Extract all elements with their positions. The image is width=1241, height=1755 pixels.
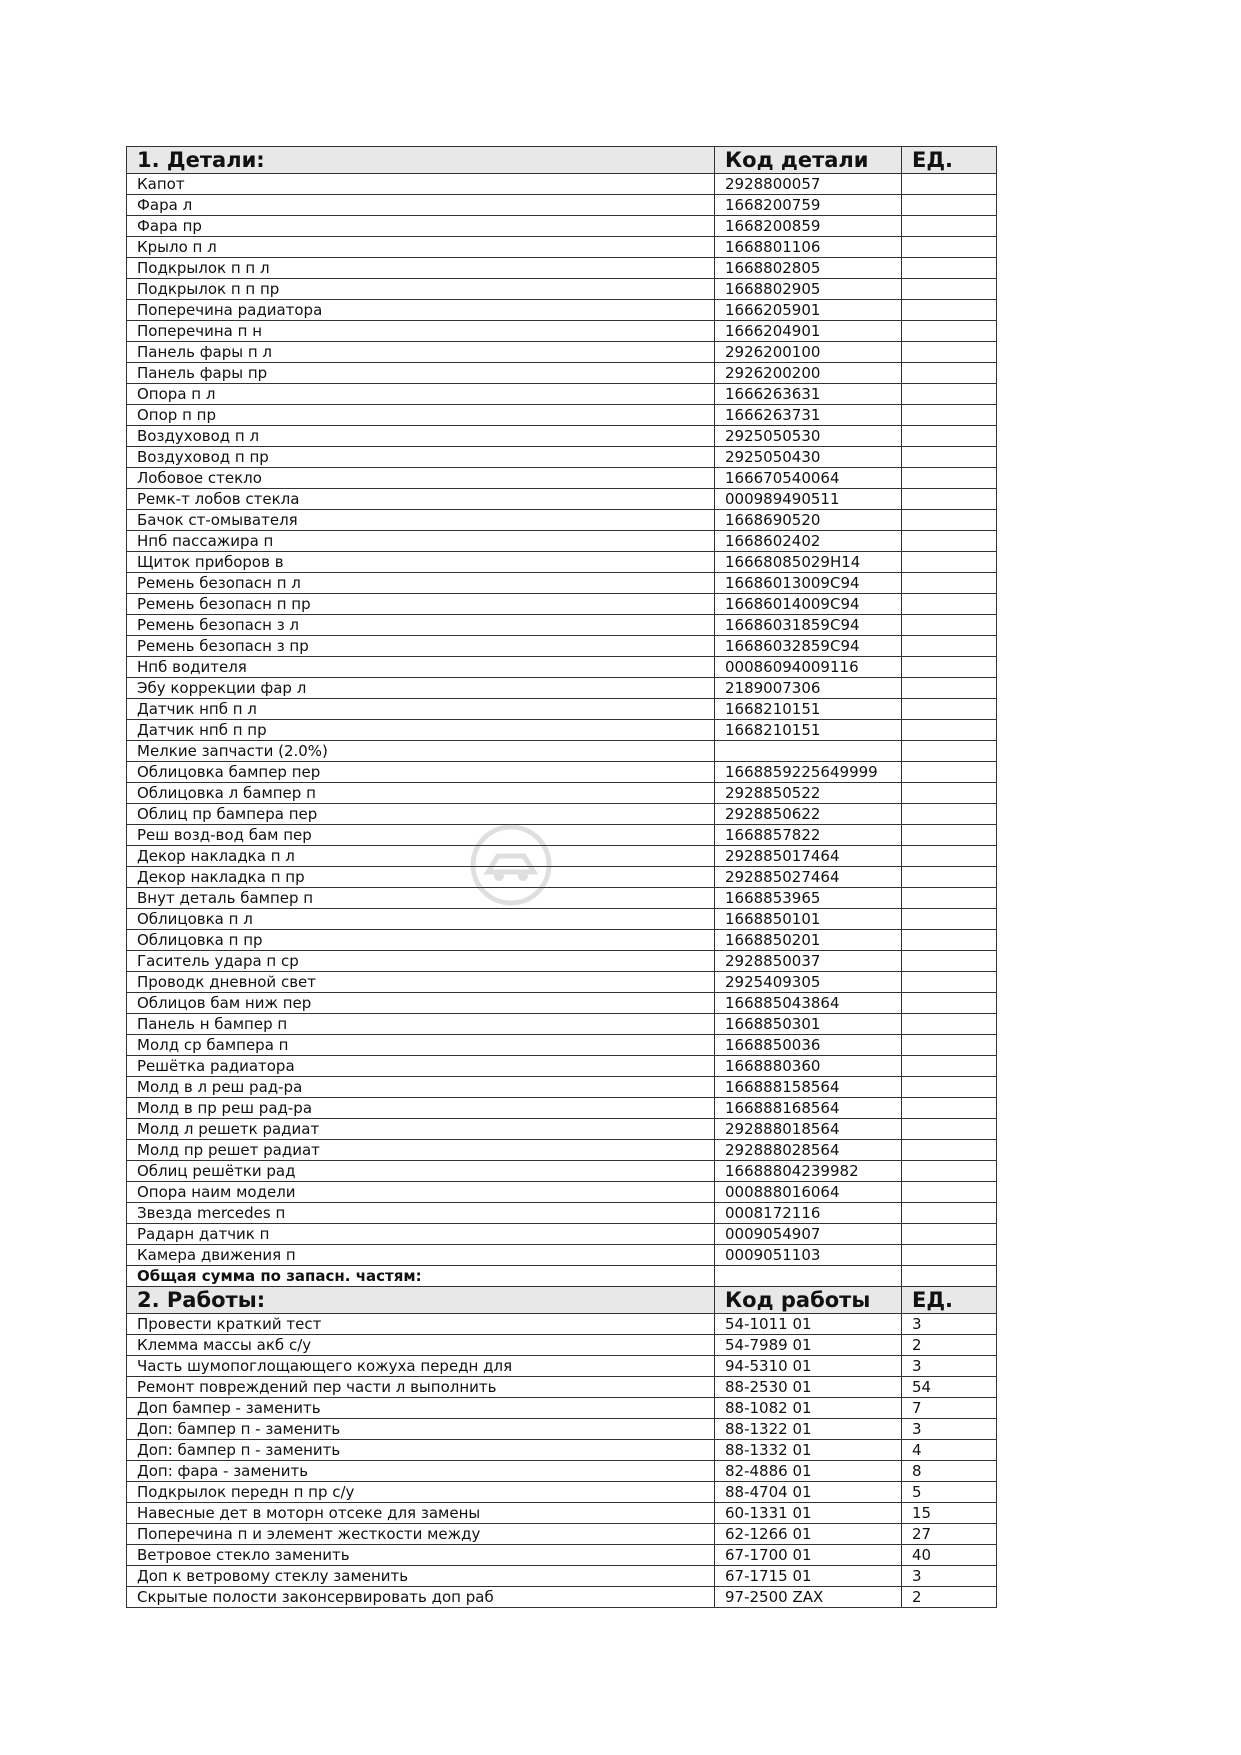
works-row — [127, 1398, 997, 1419]
part-unit — [902, 321, 997, 342]
part-name: Молд в пр реш рад-ра — [127, 1098, 715, 1119]
part-unit — [902, 930, 997, 951]
part-unit — [902, 804, 997, 825]
part-unit — [902, 636, 997, 657]
parts-row — [127, 741, 997, 762]
part-code: 1668200759 — [715, 195, 902, 216]
parts-row — [127, 552, 997, 573]
work-name: Часть шумопоглощающего кожуха передн для — [127, 1356, 715, 1377]
part-unit — [902, 531, 997, 552]
work-unit: 2 — [902, 1587, 997, 1608]
part-code: 000888016064 — [715, 1182, 902, 1203]
work-name: Ветровое стекло заменить — [127, 1545, 715, 1566]
part-code: 1668210151 — [715, 720, 902, 741]
parts-row — [127, 174, 997, 195]
part-unit — [902, 552, 997, 573]
part-code: 166885043864 — [715, 993, 902, 1014]
works-row — [127, 1419, 997, 1440]
part-unit — [902, 615, 997, 636]
part-code: 1666204901 — [715, 321, 902, 342]
part-unit — [902, 825, 997, 846]
parts-row — [127, 1245, 997, 1266]
part-code: 2925050530 — [715, 426, 902, 447]
part-unit — [902, 909, 997, 930]
works-row — [127, 1503, 997, 1524]
parts-row — [127, 636, 997, 657]
parts-row — [127, 1098, 997, 1119]
part-code: 166888168564 — [715, 1098, 902, 1119]
part-name: Молд в л реш рад-ра — [127, 1077, 715, 1098]
part-code: 1668850301 — [715, 1014, 902, 1035]
part-code: 1668602402 — [715, 531, 902, 552]
parts-row — [127, 972, 997, 993]
parts-row — [127, 615, 997, 636]
part-code: 1668802805 — [715, 258, 902, 279]
parts-row — [127, 993, 997, 1014]
part-name: Подкрылок п п пр — [127, 279, 715, 300]
work-code: 62-1266 01 — [715, 1524, 902, 1545]
part-name: Декор накладка п л — [127, 846, 715, 867]
part-code: 1668210151 — [715, 699, 902, 720]
parts-row — [127, 426, 997, 447]
part-code: 16686031859C94 — [715, 615, 902, 636]
part-code: 2926200100 — [715, 342, 902, 363]
work-code: 67-1700 01 — [715, 1545, 902, 1566]
works-code-header: Код работы — [715, 1287, 902, 1314]
part-name: Радарн датчик п — [127, 1224, 715, 1245]
part-unit — [902, 1140, 997, 1161]
part-unit — [902, 1203, 997, 1224]
parts-row — [127, 951, 997, 972]
part-name: Бачок ст-омывателя — [127, 510, 715, 531]
work-name: Доп к ветровому стеклу заменить — [127, 1566, 715, 1587]
part-unit — [902, 489, 997, 510]
parts-row — [127, 804, 997, 825]
part-name: Нпб пассажира п — [127, 531, 715, 552]
part-name: Поперечина п н — [127, 321, 715, 342]
part-name: Крыло п л — [127, 237, 715, 258]
works-row — [127, 1524, 997, 1545]
work-unit: 54 — [902, 1377, 997, 1398]
part-code: 1668801106 — [715, 237, 902, 258]
part-unit — [902, 741, 997, 762]
work-unit: 2 — [902, 1335, 997, 1356]
work-code: 60-1331 01 — [715, 1503, 902, 1524]
part-code: 2189007306 — [715, 678, 902, 699]
work-code: 67-1715 01 — [715, 1566, 902, 1587]
works-row — [127, 1482, 997, 1503]
parts-row — [127, 1182, 997, 1203]
work-name: Клемма массы акб с/у — [127, 1335, 715, 1356]
part-name: Опор п пр — [127, 405, 715, 426]
part-name: Облицовка п пр — [127, 930, 715, 951]
part-name: Молд ср бампера п — [127, 1035, 715, 1056]
parts-row — [127, 1224, 997, 1245]
part-unit — [902, 258, 997, 279]
parts-row — [127, 573, 997, 594]
part-unit — [902, 195, 997, 216]
part-code: 0008172116 — [715, 1203, 902, 1224]
part-name: Капот — [127, 174, 715, 195]
work-name: Доп: бампер п - заменить — [127, 1419, 715, 1440]
works-row — [127, 1440, 997, 1461]
parts-section-header — [127, 147, 997, 174]
part-name: Реш возд-вод бам пер — [127, 825, 715, 846]
work-code: 88-2530 01 — [715, 1377, 902, 1398]
part-unit — [902, 1077, 997, 1098]
part-name: Облицов бам ниж пер — [127, 993, 715, 1014]
part-name: Панель фары пр — [127, 363, 715, 384]
parts-row — [127, 447, 997, 468]
part-unit — [902, 468, 997, 489]
parts-row — [127, 867, 997, 888]
parts-total-code — [715, 1266, 902, 1287]
parts-total-row — [127, 1266, 997, 1287]
work-name: Доп: фара - заменить — [127, 1461, 715, 1482]
part-code: 1668880360 — [715, 1056, 902, 1077]
part-code: 2925409305 — [715, 972, 902, 993]
part-code: 2928850622 — [715, 804, 902, 825]
part-name: Ремень безопасн з л — [127, 615, 715, 636]
part-unit — [902, 510, 997, 531]
part-code: 2928850522 — [715, 783, 902, 804]
parts-row — [127, 657, 997, 678]
parts-unit-header: ЕД. — [902, 147, 997, 174]
part-name: Фара л — [127, 195, 715, 216]
part-unit — [902, 1014, 997, 1035]
work-unit: 15 — [902, 1503, 997, 1524]
parts-total-label: Общая сумма по запасн. частям: — [127, 1266, 715, 1287]
parts-row — [127, 1161, 997, 1182]
parts-row — [127, 888, 997, 909]
works-row — [127, 1377, 997, 1398]
part-unit — [902, 1119, 997, 1140]
parts-row — [127, 909, 997, 930]
part-unit — [902, 216, 997, 237]
work-code: 88-1332 01 — [715, 1440, 902, 1461]
parts-row — [127, 594, 997, 615]
part-code: 2928850037 — [715, 951, 902, 972]
part-unit — [902, 720, 997, 741]
part-code: 292888018564 — [715, 1119, 902, 1140]
parts-row — [127, 342, 997, 363]
work-code: 88-1082 01 — [715, 1398, 902, 1419]
part-name: Облиц решётки рад — [127, 1161, 715, 1182]
part-unit — [902, 363, 997, 384]
part-name: Камера движения п — [127, 1245, 715, 1266]
part-unit — [902, 405, 997, 426]
part-unit — [902, 573, 997, 594]
parts-row — [127, 930, 997, 951]
part-name: Подкрылок п п л — [127, 258, 715, 279]
works-row — [127, 1461, 997, 1482]
parts-row — [127, 195, 997, 216]
part-unit — [902, 1182, 997, 1203]
part-unit — [902, 300, 997, 321]
parts-row — [127, 468, 997, 489]
parts-row — [127, 678, 997, 699]
part-code: 1668850101 — [715, 909, 902, 930]
parts-row — [127, 699, 997, 720]
part-unit — [902, 279, 997, 300]
parts-row — [127, 783, 997, 804]
part-name: Молд пр решет радиат — [127, 1140, 715, 1161]
works-row — [127, 1356, 997, 1377]
part-code: 16668085029H14 — [715, 552, 902, 573]
part-code: 1666205901 — [715, 300, 902, 321]
work-code: 88-4704 01 — [715, 1482, 902, 1503]
works-unit-header: ЕД. — [902, 1287, 997, 1314]
parts-row — [127, 363, 997, 384]
part-name: Эбу коррекции фар л — [127, 678, 715, 699]
works-section-header — [127, 1287, 997, 1314]
part-unit — [902, 867, 997, 888]
part-code: 292888028564 — [715, 1140, 902, 1161]
part-unit — [902, 1224, 997, 1245]
work-unit: 3 — [902, 1356, 997, 1377]
work-unit: 4 — [902, 1440, 997, 1461]
part-code: 1666263631 — [715, 384, 902, 405]
parts-row — [127, 825, 997, 846]
part-code: 1668802905 — [715, 279, 902, 300]
work-unit: 8 — [902, 1461, 997, 1482]
parts-row — [127, 720, 997, 741]
work-unit: 7 — [902, 1398, 997, 1419]
parts-row — [127, 216, 997, 237]
parts-row — [127, 1140, 997, 1161]
part-name: Облицовка п л — [127, 909, 715, 930]
part-code: 16686013009C94 — [715, 573, 902, 594]
part-code: 292885017464 — [715, 846, 902, 867]
parts-row — [127, 531, 997, 552]
part-name: Мелкие запчасти (2.0%) — [127, 741, 715, 762]
parts-row — [127, 405, 997, 426]
part-unit — [902, 594, 997, 615]
part-name: Панель фары п л — [127, 342, 715, 363]
part-code: 2925050430 — [715, 447, 902, 468]
part-name: Декор накладка п пр — [127, 867, 715, 888]
part-code: 292885027464 — [715, 867, 902, 888]
part-code: 16688804239982 — [715, 1161, 902, 1182]
part-unit — [902, 1035, 997, 1056]
part-name: Внут деталь бампер п — [127, 888, 715, 909]
part-code: 1668850036 — [715, 1035, 902, 1056]
parts-row — [127, 1203, 997, 1224]
part-name: Решётка радиатора — [127, 1056, 715, 1077]
work-unit: 3 — [902, 1566, 997, 1587]
part-code — [715, 741, 902, 762]
parts-total-unit — [902, 1266, 997, 1287]
part-name: Опора п л — [127, 384, 715, 405]
part-unit — [902, 951, 997, 972]
part-code: 0009054907 — [715, 1224, 902, 1245]
work-unit: 27 — [902, 1524, 997, 1545]
parts-row — [127, 1077, 997, 1098]
part-unit — [902, 888, 997, 909]
parts-row — [127, 258, 997, 279]
part-unit — [902, 993, 997, 1014]
work-unit: 40 — [902, 1545, 997, 1566]
part-code: 1668857822 — [715, 825, 902, 846]
parts-row — [127, 279, 997, 300]
part-code: 000989490511 — [715, 489, 902, 510]
work-name: Доп бампер - заменить — [127, 1398, 715, 1419]
part-code: 166670540064 — [715, 468, 902, 489]
part-unit — [902, 972, 997, 993]
part-unit — [902, 699, 997, 720]
part-unit — [902, 447, 997, 468]
parts-code-header: Код детали — [715, 147, 902, 174]
work-code: 88-1322 01 — [715, 1419, 902, 1440]
part-unit — [902, 783, 997, 804]
part-name: Облицовка бампер пер — [127, 762, 715, 783]
works-row — [127, 1314, 997, 1335]
parts-section-title: 1. Детали: — [127, 147, 715, 174]
work-unit: 3 — [902, 1314, 997, 1335]
part-unit — [902, 174, 997, 195]
part-name: Облицовка л бампер п — [127, 783, 715, 804]
part-code: 1668200859 — [715, 216, 902, 237]
parts-row — [127, 384, 997, 405]
work-name: Навесные дет в моторн отсеке для замены — [127, 1503, 715, 1524]
part-unit — [902, 1245, 997, 1266]
parts-row — [127, 510, 997, 531]
work-name: Поперечина п и элемент жесткости между — [127, 1524, 715, 1545]
part-name: Панель н бампер п — [127, 1014, 715, 1035]
work-name: Провести краткий тест — [127, 1314, 715, 1335]
works-row — [127, 1587, 997, 1608]
part-code: 00086094009116 — [715, 657, 902, 678]
parts-row — [127, 300, 997, 321]
part-code: 1668853965 — [715, 888, 902, 909]
estimate-table — [126, 146, 997, 1608]
part-name: Лобовое стекло — [127, 468, 715, 489]
works-row — [127, 1566, 997, 1587]
part-unit — [902, 426, 997, 447]
part-code: 166888158564 — [715, 1077, 902, 1098]
part-name: Проводк дневной свет — [127, 972, 715, 993]
part-code: 1666263731 — [715, 405, 902, 426]
part-name: Фара пр — [127, 216, 715, 237]
part-unit — [902, 762, 997, 783]
part-code: 2926200200 — [715, 363, 902, 384]
work-code: 82-4886 01 — [715, 1461, 902, 1482]
work-unit: 5 — [902, 1482, 997, 1503]
part-name: Датчик нпб п пр — [127, 720, 715, 741]
works-row — [127, 1545, 997, 1566]
part-name: Воздуховод п л — [127, 426, 715, 447]
part-name: Облиц пр бампера пер — [127, 804, 715, 825]
part-name: Нпб водителя — [127, 657, 715, 678]
part-unit — [902, 1098, 997, 1119]
work-code: 54-1011 01 — [715, 1314, 902, 1335]
work-code: 94-5310 01 — [715, 1356, 902, 1377]
parts-row — [127, 1035, 997, 1056]
parts-row — [127, 1056, 997, 1077]
part-name: Гаситель удара п ср — [127, 951, 715, 972]
work-name: Ремонт повреждений пер части л выполнить — [127, 1377, 715, 1398]
part-unit — [902, 1056, 997, 1077]
part-name: Опора наим модели — [127, 1182, 715, 1203]
work-code: 97-2500 ZAX — [715, 1587, 902, 1608]
part-name: Ремень безопасн п л — [127, 573, 715, 594]
part-name: Ремк-т лобов стекла — [127, 489, 715, 510]
work-name: Скрытые полости законсервировать доп раб — [127, 1587, 715, 1608]
part-unit — [902, 657, 997, 678]
part-unit — [902, 846, 997, 867]
part-name: Молд л решетк радиат — [127, 1119, 715, 1140]
parts-row — [127, 321, 997, 342]
parts-row — [127, 762, 997, 783]
part-code: 16686014009C94 — [715, 594, 902, 615]
part-unit — [902, 678, 997, 699]
work-code: 54-7989 01 — [715, 1335, 902, 1356]
part-code: 1668859225649999 — [715, 762, 902, 783]
part-name: Датчик нпб п л — [127, 699, 715, 720]
parts-row — [127, 237, 997, 258]
part-name: Ремень безопасн п пр — [127, 594, 715, 615]
part-name: Воздуховод п пр — [127, 447, 715, 468]
part-name: Ремень безопасн з пр — [127, 636, 715, 657]
work-name: Доп: бампер п - заменить — [127, 1440, 715, 1461]
parts-row — [127, 1119, 997, 1140]
part-code: 1668690520 — [715, 510, 902, 531]
part-unit — [902, 237, 997, 258]
parts-row — [127, 846, 997, 867]
part-unit — [902, 384, 997, 405]
works-row — [127, 1335, 997, 1356]
part-name: Звезда mercedes п — [127, 1203, 715, 1224]
part-code: 1668850201 — [715, 930, 902, 951]
part-code: 16686032859C94 — [715, 636, 902, 657]
works-section-title: 2. Работы: — [127, 1287, 715, 1314]
parts-row — [127, 489, 997, 510]
part-code: 0009051103 — [715, 1245, 902, 1266]
part-name: Поперечина радиатора — [127, 300, 715, 321]
work-unit: 3 — [902, 1419, 997, 1440]
part-unit — [902, 342, 997, 363]
parts-row — [127, 1014, 997, 1035]
part-code: 2928800057 — [715, 174, 902, 195]
part-name: Щиток приборов в — [127, 552, 715, 573]
work-name: Подкрылок передн п пр с/у — [127, 1482, 715, 1503]
part-unit — [902, 1161, 997, 1182]
